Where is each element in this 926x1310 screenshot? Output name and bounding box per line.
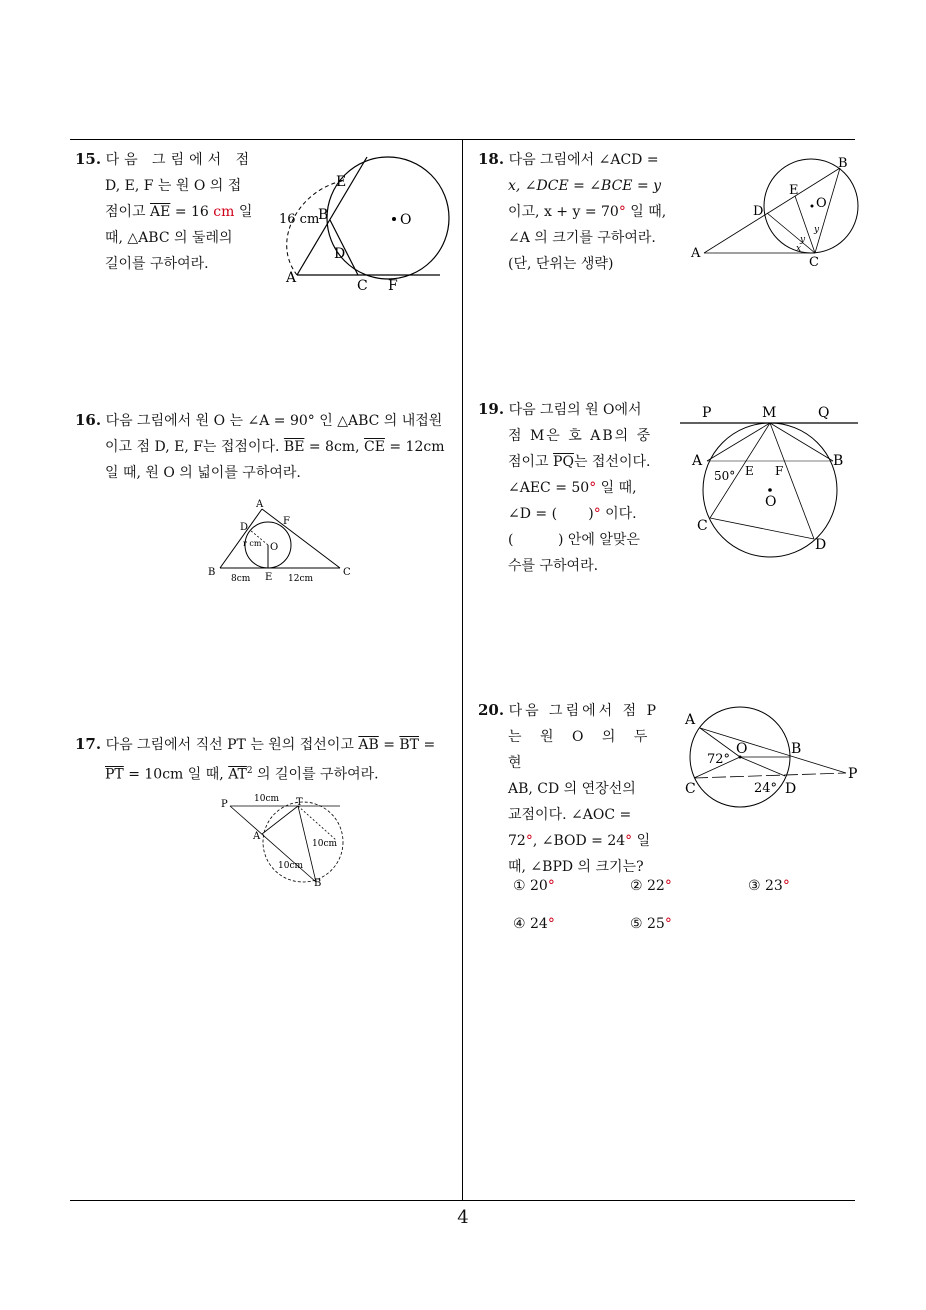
question-number: 17. (75, 735, 102, 753)
q20-line6: 때, ∠BPD 의 크기는? (508, 859, 644, 875)
label-b: B (208, 567, 216, 578)
label-p: P (221, 799, 228, 810)
label-p: P (848, 766, 858, 782)
q19-line6: ( ) 안에 알맞은 (508, 532, 640, 548)
segment-ce: $\overline{CE}$ (363, 439, 385, 455)
label-d: D (815, 537, 827, 553)
question-number: 16. (75, 411, 102, 429)
segment-ae: $\overline{AE}$ (150, 204, 171, 220)
q16-ce-value: = 12cm (384, 439, 445, 455)
degree-mark: ° (589, 480, 597, 496)
q20-text-end: 일 (632, 833, 651, 849)
label-a: A (685, 712, 696, 728)
q19-angle: ∠AEC = 50 (508, 480, 590, 496)
label-r: r cm (243, 539, 262, 548)
label-f: F (283, 516, 290, 527)
choice-4[interactable] (513, 916, 555, 932)
degree-mark: ° (547, 878, 555, 894)
q19-d: ∠D = ( (508, 506, 558, 522)
label-t: T (296, 797, 303, 808)
label-f: F (388, 278, 398, 294)
degree-mark: ° (547, 916, 555, 932)
segment-be: $\overline{BE}$ (283, 439, 305, 455)
question-number: 15. (75, 150, 102, 168)
label-pt-len: 10cm (254, 794, 280, 804)
q15-text: 점이고 (105, 204, 146, 220)
choice-3[interactable] (748, 878, 790, 894)
q19-is: 이다. (600, 506, 637, 522)
q20-line1: 다음 그림에서 점 P (508, 703, 660, 719)
label-b: B (833, 453, 844, 469)
degree-mark: ° (782, 878, 790, 894)
label-o: O (765, 494, 777, 510)
label-tb-len: 10cm (312, 839, 338, 849)
q15-line1: 다음 그림에서 점 (105, 152, 255, 168)
segment-ab: $\overline{AB}$ (358, 737, 379, 753)
choice-mark: ⑤ (630, 916, 643, 932)
label-8cm: 8cm (231, 574, 251, 584)
q19-text-when: 일 때, (596, 480, 637, 496)
q18-line2: x, ∠DCE = ∠BCE = y (508, 178, 662, 194)
label-a: A (253, 831, 261, 842)
label-o: O (736, 741, 748, 757)
choice-mark: ④ (513, 916, 526, 932)
q16-line1: 다음 그림에서 원 O 는 ∠A = 90° 인 △ABC 의 내접원 (105, 413, 443, 429)
question-number: 19. (478, 400, 505, 418)
label-e: E (265, 572, 273, 583)
label-x: x (796, 244, 802, 254)
label-c: C (809, 255, 819, 270)
label-d: D (240, 522, 249, 533)
label-12cm: 12cm (288, 574, 314, 584)
label-b: B (314, 878, 322, 889)
label-d: D (334, 246, 346, 262)
label-16cm: 16 cm (279, 212, 320, 227)
label-a: A (286, 270, 297, 286)
page-number: 4 (457, 1207, 469, 1228)
label-50deg: 50° (714, 469, 736, 483)
label-f: F (775, 464, 784, 478)
label-72deg: 72° (707, 752, 731, 767)
label-ab-len: 10cm (278, 861, 304, 871)
choice-mark: ① (513, 878, 526, 894)
label-e: E (789, 183, 799, 198)
label-a: A (692, 453, 703, 469)
label-b: B (318, 207, 329, 223)
label-o: O (816, 196, 827, 211)
choice-value: 22 (647, 878, 665, 894)
label-m: M (762, 405, 777, 421)
label-c: C (357, 278, 368, 294)
q15-value: = 16 (170, 204, 209, 220)
segment-pt: $\overline{PT}$ (105, 766, 124, 783)
q16-be-value: = 8cm, (304, 439, 364, 455)
label-b: B (791, 741, 802, 757)
degree-mark: ° (625, 833, 633, 849)
label-b: B (838, 156, 848, 171)
choice-mark: ② (630, 878, 643, 894)
q18-text-end: 일 때, (625, 204, 667, 220)
label-y1: y (800, 235, 806, 245)
choice-mark: ③ (748, 878, 761, 894)
q19-text: 점이고 (508, 454, 554, 470)
choice-value: 23 (765, 878, 783, 894)
q15-text-end: 일 (234, 204, 253, 220)
label-e: E (745, 464, 754, 478)
q18-line5: (단, 단위는 생략) (508, 256, 614, 272)
choice-1[interactable] (513, 878, 555, 894)
q20-line4: 교점이다. ∠AOC = (508, 807, 632, 823)
question-number: 20. (478, 701, 505, 719)
degree-mark: ° (664, 878, 672, 894)
q17-text-end: 의 길이를 구하여라. (252, 766, 379, 783)
choice-value: 24 (530, 916, 548, 932)
label-q: Q (818, 405, 830, 421)
label-a: A (691, 246, 701, 261)
label-d: D (753, 204, 764, 219)
label-c: C (685, 781, 696, 797)
q20-bod: , ∠BOD = 24 (532, 833, 626, 849)
unit-cm: cm (213, 204, 235, 220)
q17-eq2: = (419, 737, 436, 753)
choice-5[interactable] (630, 916, 672, 932)
q19-line7: 수를 구하여라. (508, 558, 599, 574)
segment-at: $\overline{AT}$ (228, 766, 247, 783)
degree-mark: ° (618, 204, 626, 220)
label-o: O (400, 212, 412, 228)
q18-line1: 다음 그림에서 ∠ACD = (508, 152, 659, 168)
q20-72: 72 (508, 833, 526, 849)
exponent: 2 (246, 766, 253, 776)
line-pq: $\overline{PQ}$ (553, 454, 574, 470)
q15-line5: 길이를 구하여라. (105, 256, 209, 272)
q15-line2: D, E, F 는 원 O 의 접 (105, 178, 242, 194)
q18-text: 이고, x + y = 70 (508, 204, 619, 220)
label-d: D (785, 781, 797, 797)
degree-mark: ° (593, 506, 601, 522)
degree-mark: ° (525, 833, 533, 849)
label-e: E (336, 174, 347, 190)
q19-line1: 다음 그림의 원 O에서 (508, 402, 642, 418)
label-a: A (256, 499, 264, 510)
q16-text: 이고 점 D, E, F는 접점이다. (105, 439, 280, 455)
q19-text-end: 는 접선이다. (573, 454, 651, 470)
label-p: P (702, 405, 712, 421)
q17-value: = 10cm 일 때, (123, 766, 229, 783)
label-c: C (343, 567, 351, 578)
q19-blank: ) (557, 506, 594, 522)
label-y2: y (814, 225, 820, 235)
choice-2[interactable] (630, 878, 672, 894)
label-24deg: 24° (754, 781, 778, 796)
q16-line3: 일 때, 원 O 의 넓이를 구하여라. (105, 465, 301, 481)
q17-eq: = (378, 737, 400, 753)
q20-line3: AB, CD 의 연장선의 (508, 781, 636, 797)
q18-line4: ∠A 의 크기를 구하여라. (508, 230, 656, 246)
choice-value: 25 (647, 916, 665, 932)
label-c: C (697, 518, 708, 534)
q15-line4: 때, △ABC 의 둘레의 (105, 230, 233, 246)
q19-line2: 점 M은 호 AB의 중 (508, 428, 653, 444)
segment-bt: $\overline{BT}$ (399, 737, 420, 753)
choice-value: 20 (530, 878, 548, 894)
q17-text: 다음 그림에서 직선 PT 는 원의 접선이고 (105, 737, 359, 753)
q20-line2: 는 원 O 의 두 현 (508, 729, 655, 771)
question-number: 18. (478, 150, 505, 168)
degree-mark: ° (664, 916, 672, 932)
label-o: O (270, 542, 279, 553)
